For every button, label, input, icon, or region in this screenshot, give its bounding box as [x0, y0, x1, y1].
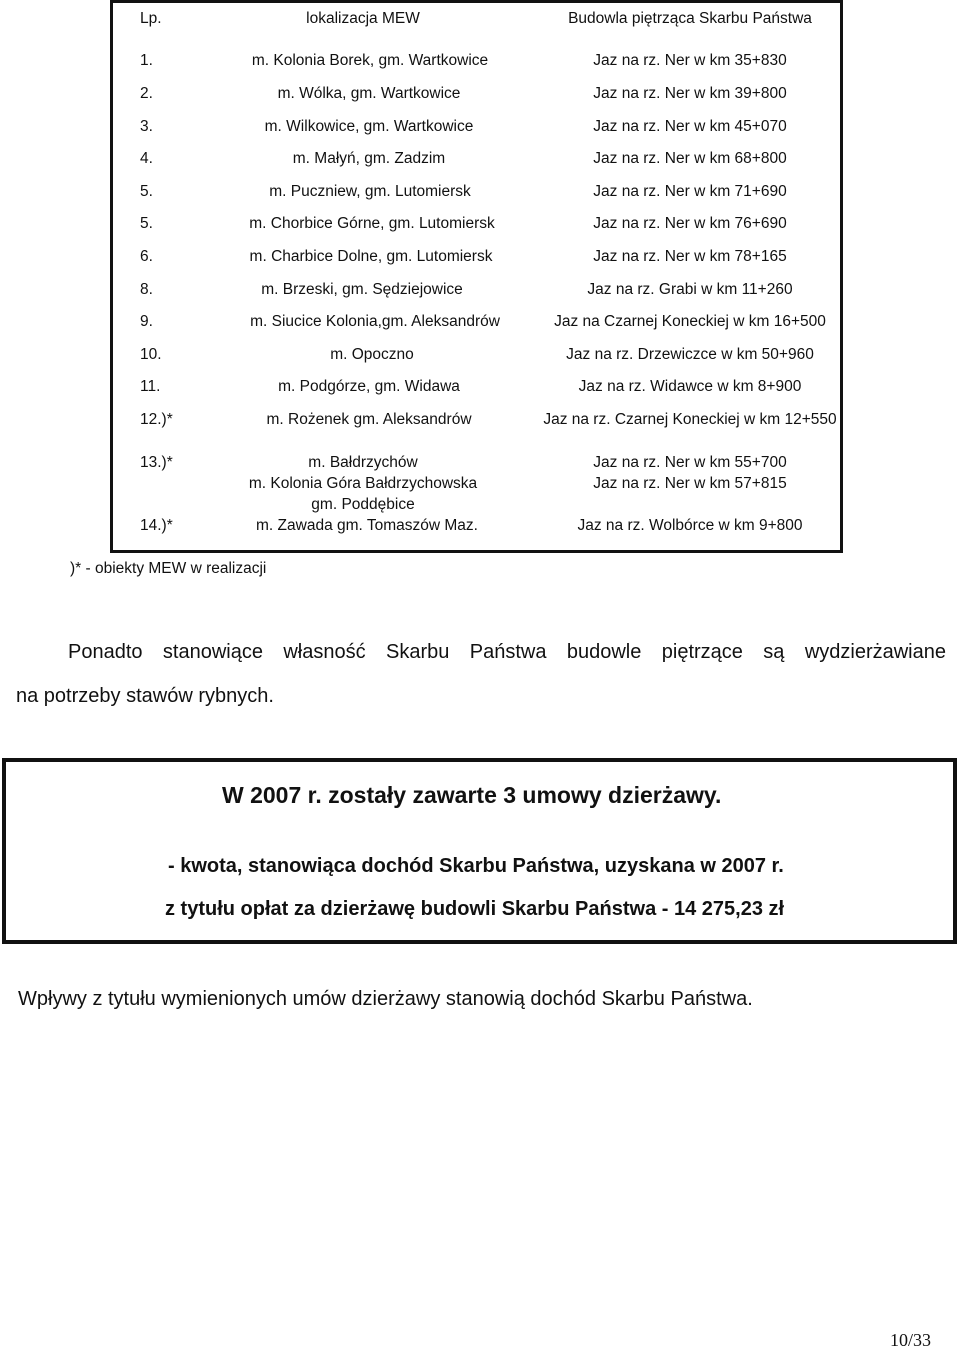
mew-table — [110, 0, 843, 553]
row-lp: 9. — [140, 313, 153, 330]
lease-summary-line-2: z tytułu opłat za dzierżawę budowli Skarbu Państwa - 14 275,23 zł — [165, 898, 785, 920]
row-location-line: m. Kolonia Góra Bałdrzychowska — [248, 475, 478, 492]
row-lp: 10. — [140, 346, 162, 363]
row-location: m. Wilkowice, gm. Wartkowice — [264, 118, 474, 135]
page-number: 10/33 — [890, 1330, 932, 1350]
row-structure: Jaz na rz. Ner w km 76+690 — [593, 215, 787, 232]
row-location: m. Kolonia Borek, gm. Wartkowice — [251, 52, 489, 69]
row-structure: Jaz na rz. Ner w km 45+070 — [593, 118, 787, 135]
row-location: m. Puczniew, gm. Lutomiersk — [269, 183, 471, 200]
row-location: m. Podgórze, gm. Widawa — [278, 378, 460, 395]
row-lp: 3. — [140, 118, 153, 135]
row-lp: 4. — [140, 150, 153, 167]
row-structure: Jaz na rz. Grabi w km 11+260 — [587, 281, 793, 298]
row-structure: Jaz na rz. Ner w km 35+830 — [593, 52, 787, 69]
row-lp: 12.)* — [140, 411, 173, 428]
row-lp: 2. — [140, 85, 153, 102]
row-location: m. Brzeski, gm. Sędziejowice — [261, 281, 463, 298]
row-lp: 14.)* — [140, 517, 173, 534]
row-structure: Jaz na rz. Widawce w km 8+900 — [578, 378, 802, 395]
lease-summary-line-1: - kwota, stanowiąca dochód Skarbu Państwa, uzyskana w 2007 r. — [168, 855, 784, 877]
row-location: m. Siucice Kolonia,gm. Aleksandrów — [250, 313, 500, 330]
lease-summary-title: W 2007 r. zostały zawarte 3 umowy dzierżawy. — [222, 782, 722, 808]
row-structure: Jaz na rz. Drzewiczce w km 50+960 — [566, 346, 814, 363]
row-structure: Jaz na Czarnej Koneckiej w km 16+500 — [554, 313, 826, 330]
row-lp: 13.)* — [140, 454, 173, 471]
row-location: m. Rożenek gm. Aleksandrów — [266, 411, 472, 428]
row-structure: Jaz na rz. Wolbórce w km 9+800 — [577, 517, 803, 534]
row-structure: Jaz na rz. Ner w km 39+800 — [593, 85, 787, 102]
row-location: m. Wólka, gm. Wartkowice — [277, 85, 461, 102]
row-structure: Jaz na rz. Ner w km 71+690 — [593, 183, 787, 200]
row-lp: 6. — [140, 248, 153, 265]
footnote: )* - obiekty MEW w realizacji — [70, 560, 267, 577]
row-lp: 8. — [140, 281, 153, 298]
row-lp: 5. — [140, 183, 153, 200]
row-lp: 5. — [140, 215, 153, 232]
row-location: m. Małyń, gm. Zadzim — [292, 150, 446, 167]
header-location: lokalizacja MEW — [306, 10, 420, 27]
row-structure: Jaz na rz. Czarnej Koneckiej w km 12+550 — [543, 411, 837, 428]
paragraph-line-1: Ponadto stanowiące własność Skarbu Państwa budowle piętrzące są wydzierżawiane — [68, 641, 946, 663]
row-location: m. Charbice Dolne, gm. Lutomiersk — [249, 248, 493, 265]
row-location-line: m. Bałdrzychów — [308, 454, 418, 471]
row-location-line: gm. Poddębice — [311, 496, 415, 513]
row-location: m. Chorbice Górne, gm. Lutomiersk — [249, 215, 495, 232]
row-lp: 11. — [140, 378, 161, 395]
row-location: m. Opoczno — [330, 346, 414, 363]
row-structure: Jaz na rz. Ner w km 78+165 — [593, 248, 787, 265]
row-structure-line: Jaz na rz. Ner w km 57+815 — [593, 475, 787, 492]
row-location: m. Zawada gm. Tomaszów Maz. — [256, 517, 478, 534]
row-lp: 1. — [140, 52, 153, 69]
paragraph-line-2: na potrzeby stawów rybnych. — [16, 685, 274, 707]
row-structure: Jaz na rz. Ner w km 68+800 — [593, 150, 787, 167]
paragraph — [16, 630, 946, 718]
header-structure: Budowla piętrząca Skarbu Państwa — [568, 10, 812, 27]
closing-statement: Wpływy z tytułu wymienionych umów dzierżawy stanowią dochód Skarbu Państwa. — [18, 988, 753, 1010]
header-lp: Lp. — [140, 10, 162, 27]
row-structure-line: Jaz na rz. Ner w km 55+700 — [593, 454, 787, 471]
